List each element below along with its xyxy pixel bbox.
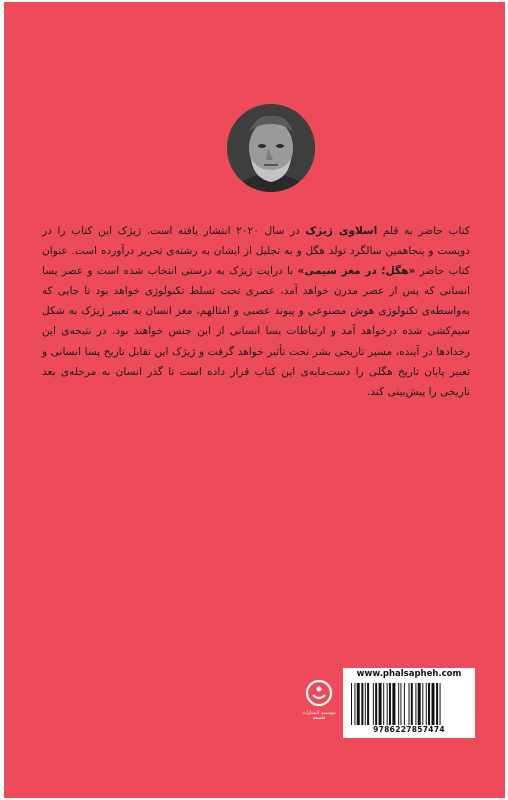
- barcode-bar: [379, 683, 382, 725]
- barcode-label: [343, 668, 475, 738]
- author-name: اسلاوی ژیژک: [305, 225, 378, 237]
- barcode-bar: [383, 683, 384, 725]
- barcode-bar: [428, 683, 430, 725]
- barcode-bar: [365, 683, 366, 725]
- book-back-cover: [4, 2, 505, 798]
- isbn-number: 9786227857474: [373, 725, 445, 734]
- description-intro: کتاب حاضر به قلم: [377, 225, 470, 237]
- barcode-bar: [415, 683, 416, 725]
- barcode-bar: [361, 683, 363, 725]
- barcode-bar: [409, 683, 410, 725]
- barcode-bar: [440, 683, 441, 725]
- barcode-bar: [351, 683, 352, 725]
- barcode-bar: [367, 683, 369, 725]
- barcode-bar: [436, 683, 438, 725]
- barcode-bar: [418, 683, 421, 725]
- barcode-bar: [387, 683, 388, 725]
- publisher-logo-icon: [304, 678, 334, 726]
- barcode-bar: [411, 683, 413, 725]
- barcode-bar: [392, 683, 395, 725]
- barcode-bar: [426, 683, 427, 725]
- barcode-bar: [422, 683, 423, 725]
- publisher-logo-drawing: [304, 678, 334, 708]
- book-description: [42, 221, 470, 402]
- barcode-bar: [432, 683, 435, 725]
- barcode-bar: [400, 683, 401, 725]
- book-title: «هگل؛ در مغز سیمی»: [297, 265, 416, 278]
- publisher-name: موسسه انتشارات فلسفه: [302, 711, 336, 721]
- barcode-bar: [389, 683, 391, 725]
- author-portrait-drawing: [227, 104, 315, 192]
- barcode-bar: [398, 683, 399, 725]
- author-portrait-icon: [227, 104, 315, 192]
- barcode-bar: [404, 683, 405, 725]
- barcode-bar: [357, 683, 360, 725]
- barcode-bar: [375, 683, 377, 725]
- barcode-bar: [373, 683, 374, 725]
- description-body: با درایت ژیژک به درستی انتخاب شده است و عصر پسا انسانی که پس از عصر مدرن خواهد آمد، عصری تحت تسلط تکنولوژی خواهد بود تا جایی که به‌واسطه‌ی تکنولوژی هوش مصنوعی و پیوند عصبی و امثالهم، مغز انسان به تعبیر ژیژک به شکل سیم‌کشی شده درخواهد آمد و ارتباطات پسا انسانی از این جنس خواهند بود. در نتیجه‌ی این رخدادها در آینده، مسیر تاریخی بشر تحت تأثیر خواهد گرفت و ژیژک این تقابل تاریخ پسا انسانی و تعبیر پایان تاریخ هگلی را دست‌مایه‌ی این کتاب قرار داده است تا گذر انسان به مرحله‌ی بعد تاریخی را پیش‌بینی کند.: [42, 265, 470, 398]
- publisher-website: www.phalsapheh.com: [356, 669, 462, 679]
- barcode-icon: [349, 683, 469, 725]
- barcode-bar: [354, 683, 355, 725]
- description-middle: در سال ۲۰۲۰ انتشار یافته است. ژیژک این کتاب را در دویست و پنجاهمین سالگرد تولد هگل و به تجلیل از ایشان به رشته‌ی تحریر درآورده است. عنوان کتاب حاضر: [42, 225, 470, 278]
